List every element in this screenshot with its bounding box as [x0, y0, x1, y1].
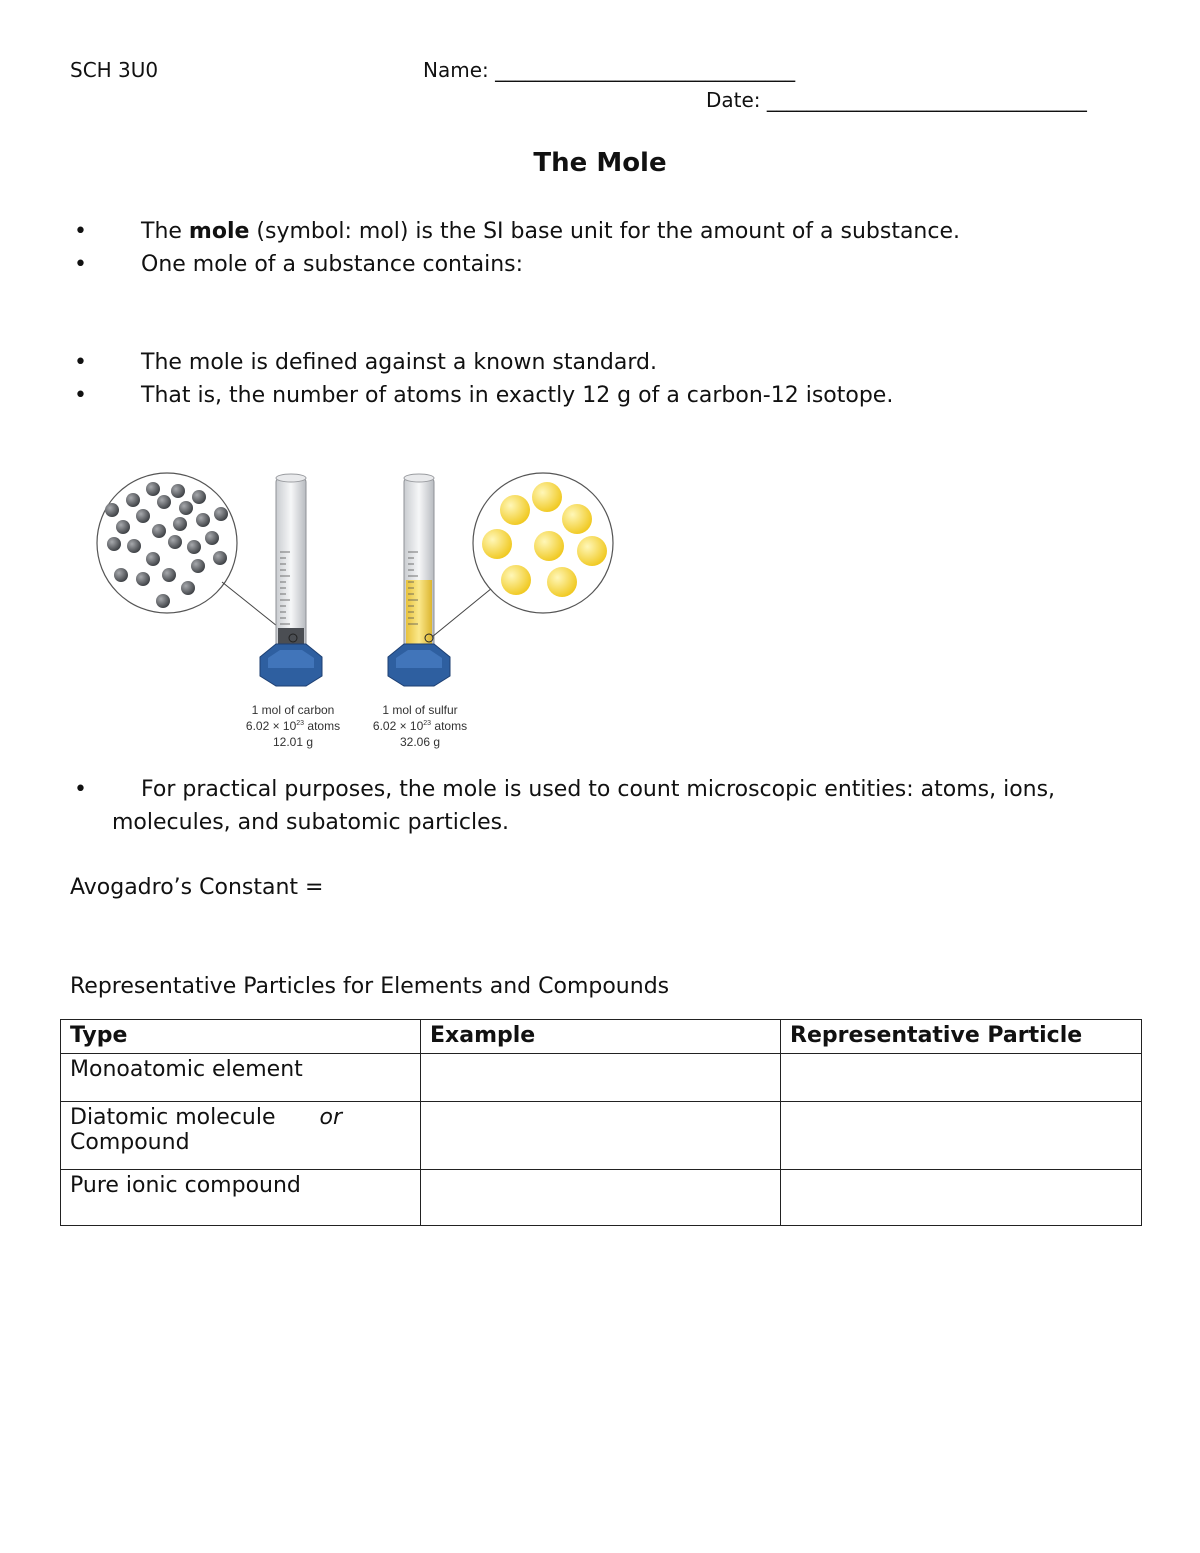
bullet-practical-line2: molecules, and subatomic particles. — [112, 810, 510, 835]
bullet-text: The — [141, 219, 189, 244]
carbon-caption-line3: 12.01 g — [272, 735, 314, 749]
bullet-text: (symbol: mol) is the SI base unit for the amount of a substance. — [249, 219, 960, 244]
mole-bold-term: mole — [188, 219, 250, 244]
type-line1: Diatomic molecule — [70, 1105, 276, 1130]
avogadro-constant-label: Avogadro’s Constant = — [70, 875, 324, 900]
table-caption: Representative Particles for Elements and Compounds — [70, 974, 670, 999]
example-cell[interactable] — [421, 1170, 781, 1226]
table-row — [61, 1102, 1142, 1170]
carbon-atoms-magnified-icon — [97, 473, 237, 613]
header-type: Type — [61, 1020, 421, 1054]
particle-cell[interactable] — [781, 1102, 1142, 1170]
table-row — [61, 1170, 1142, 1226]
date-field-label[interactable]: Date: ________________________________ — [706, 88, 1087, 112]
course-code: SCH 3U0 — [70, 58, 159, 82]
type-cell: Monoatomic element — [61, 1054, 421, 1102]
type-line2: Compound — [70, 1130, 190, 1155]
representative-particles-table — [60, 1019, 1142, 1226]
bullet-practical-line1: For practical purposes, the mole is used to count microscopic entities: atoms, ions, — [141, 777, 1056, 802]
bullet-marker: • — [74, 219, 87, 244]
type-cell — [61, 1102, 421, 1170]
carbon-caption-line2: $6.02 \times 10^{23}$ atoms — [245, 719, 341, 733]
example-cell[interactable] — [421, 1054, 781, 1102]
sulfur-atoms-magnified-icon — [473, 473, 613, 613]
bullet-known-standard: The mole is defined against a known standard. — [141, 350, 657, 375]
sulfur-caption-line1: 1 mol of sulfur — [382, 703, 458, 717]
particle-cell[interactable] — [781, 1170, 1142, 1226]
bullet-marker: • — [74, 252, 87, 277]
bullet-marker: • — [74, 350, 87, 375]
bullet-carbon-12: That is, the number of atoms in exactly 12 g of a carbon-12 isotope. — [141, 383, 894, 408]
example-cell[interactable] — [421, 1102, 781, 1170]
header-example: Example — [421, 1020, 781, 1054]
carbon-graduated-cylinder-icon — [260, 474, 322, 686]
particle-cell[interactable] — [781, 1054, 1142, 1102]
table-row — [61, 1054, 1142, 1102]
sulfur-caption — [345, 702, 495, 750]
name-field-label[interactable]: Name: ______________________________ — [423, 58, 796, 82]
mole-comparison-figure — [90, 462, 630, 702]
bullet-marker: • — [74, 777, 87, 802]
page-title: The Mole — [533, 148, 667, 178]
bullet-one-mole-contains: One mole of a substance contains: — [141, 252, 524, 277]
bullet-marker: • — [74, 383, 87, 408]
type-or: or — [319, 1105, 342, 1130]
table-header-row — [61, 1020, 1142, 1054]
sulfur-caption-line3: 32.06 g — [399, 735, 441, 749]
bullet-mole-definition — [141, 219, 960, 244]
sulfur-caption-line2: $6.02 \times 10^{23}$ atoms — [372, 719, 468, 733]
carbon-caption-line1: 1 mol of carbon — [251, 703, 335, 717]
header-representative-particle: Representative Particle — [781, 1020, 1142, 1054]
sulfur-graduated-cylinder-icon — [388, 474, 450, 686]
type-cell: Pure ionic compound — [61, 1170, 421, 1226]
